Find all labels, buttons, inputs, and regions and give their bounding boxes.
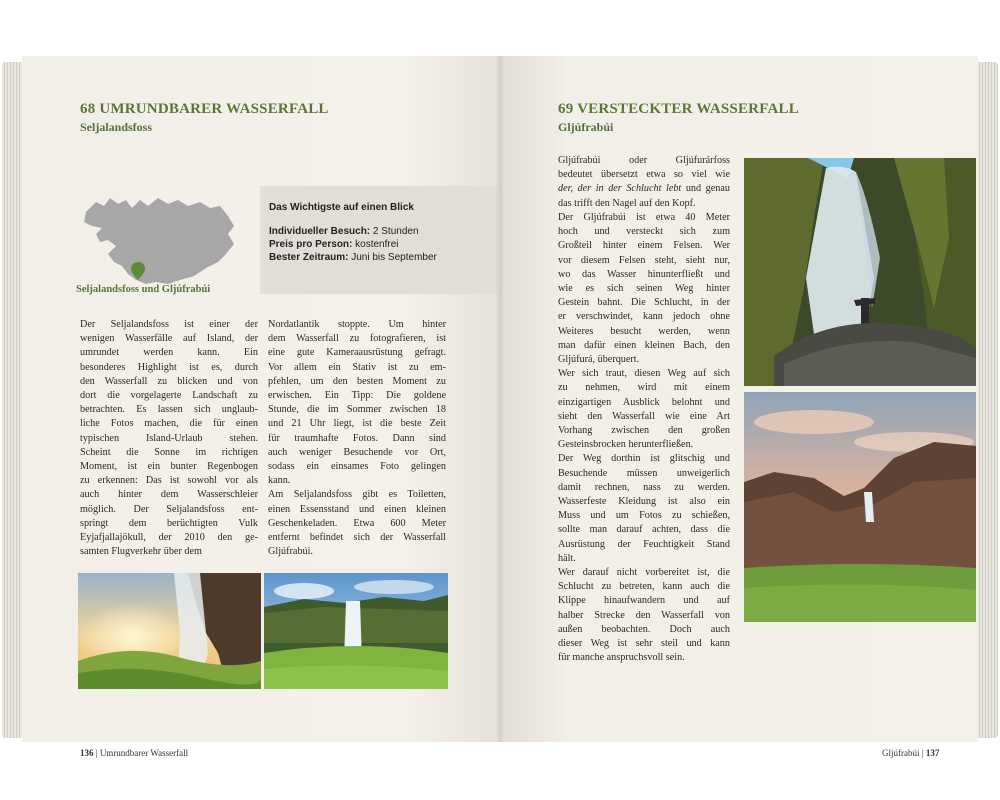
text-line: auch hinter dem Wasserschleier [80,489,258,501]
text-line: Besuchende müssen unweigerlich [558,467,730,479]
text-line: einzigartigen Ausblick belohnt und [558,396,730,408]
text-line [558,182,730,196]
text-line: wo das Wasser hinunterfließt und [558,268,730,280]
page-footer-left [80,748,188,758]
info-label: Individueller Besuch: [269,226,371,237]
photo-seljalandsfoss-green [264,573,448,689]
right-page [500,56,978,758]
text-line: den Wasserfall zu blicken und von [80,375,258,387]
text-line: erwischen. Ein Tipp: Die goldene [268,390,446,402]
text-line: besonderes Highlight ist es, durch [80,361,258,373]
text-line: umrundet werden kann. Ein [80,347,258,359]
body-column-1 [80,318,258,559]
page-edges-right [976,62,998,738]
page-number: 136 [80,748,94,758]
text-line: dem Wasserfall zu fotografieren, ist [268,333,446,345]
text-line: springt dem berüchtigten Vulk [80,517,258,529]
text-line: er verschwindet, kann jedoch ohne [558,311,730,323]
text-line: pfehlen, um den besten Moment zu [268,375,446,387]
text-line: Der Gljúfrabúi ist etwa 40 Meter [558,212,730,223]
text-line: sieht den Wasserfall wie eine Art [558,410,730,422]
text-line: zu erkennen: Das ist sowohl vor als [80,475,258,487]
text-line: Gljúfurá, überquert. [558,354,640,366]
photo-gljufrabui-canyon [744,158,976,386]
text-line: eine gute Kameraausrüstung gefragt. [268,347,446,359]
book-gutter [496,56,504,742]
text-line: einen Essensstand und einen kleinen [268,503,446,515]
word: Gljúfrabúi [558,155,601,166]
text-line: halber Strecke den Wasserfall von [558,609,730,621]
text-line: Der Seljalandsfoss ist einer der [80,319,258,330]
body-column-main [558,211,730,666]
text-line: Gesteinsbrocken herunterfließen. [558,439,694,451]
text-line: Am Seljalandsfoss gibt es Toiletten, [268,489,446,501]
body-column-intro [558,154,730,211]
text-line: Geschenkeladen. Etwa 600 Meter [268,517,446,529]
text-line: Wasserfeste Kleidung ist also ein [558,496,730,508]
chapter-title: 68 UMRUNDBARER WASSERFALL [80,101,329,117]
info-value: Juni bis September [351,252,437,263]
info-row-visit [269,226,419,237]
text-line: vor diesem Felsen steht, sieht nur, [558,254,730,266]
page-number: 137 [925,748,940,758]
text-line: typischen Island-Urlaub stehen. [80,432,258,444]
text-line: Schlucht zu betreten, kann auch die [558,581,730,593]
info-label: Preis pro Person: [269,239,353,250]
info-label: Bester Zeitraum: [269,252,349,263]
text-line: Gestein bahnt. Die Schlucht, in der [558,297,730,309]
info-value: 2 Stunden [372,226,419,237]
page-footer-right [882,748,939,758]
text-line: sollte man darauf achten, dass die [558,524,730,536]
text-line: Muss und um Fotos zu schießen, [558,510,730,522]
text-line: Vor allem ein Stativ ist zu em- [268,361,446,373]
text-line: Klippe hinaufwandern und auf [558,595,730,607]
text-line: entfernt befindet sich der Wasserfall [268,532,446,544]
chapter-subtitle: Gljúfrabúi [558,120,614,134]
text-line: zu nehmen, wird mit einem [558,382,730,394]
text-line: kann. [268,475,291,487]
text-line: möglich. Der Seljalandsfoss ent- [80,503,258,515]
text-line: das trifft den Nagel auf den Kopf. [558,197,696,209]
text-line: Moment, ist ein bunter Regenbogen [80,461,258,473]
body-column-2 [268,318,446,559]
text-line: auch weniger Besuchende vor Ort, [268,446,446,458]
text-line: sodass ein einsames Foto gelingen [268,461,446,473]
word: oder [629,155,648,166]
page-edges-left [2,62,24,738]
text-line: Scheint die Sonne im richtigen [80,446,258,458]
left-page [22,56,500,758]
text-line: Wer darauf nicht vorbereitet ist, die [558,567,730,579]
text-line: Wer sich traut, diesen Weg auf sich [558,368,730,380]
info-box-heading: Das Wichtigste auf einen Blick [269,202,414,213]
text-line: damit rechnen, nass zu werden. [558,481,730,493]
text-line: wenigen Wasserfälle auf Island, der [80,333,258,345]
text-line: für traumhafte Fotos. Dann sind [268,432,446,444]
text-line: bedeutet übersetzt etwa so viel wie [558,169,730,181]
text-line: Der Weg dorthin ist glitschig und [558,453,730,465]
info-row-season [269,252,437,263]
info-box [260,186,498,294]
photo-gljufrabui-exterior [744,392,976,622]
text-line: hält. [558,552,576,564]
text-line: betrachten. Es lassen sich unglaub- [80,404,258,416]
text-line: wie es sich seinen Weg hinter [558,283,730,295]
text-span: und genau [681,183,731,195]
footer-separator: | [921,748,924,758]
footer-label: Umrundbarer Wasserfall [99,748,189,758]
iceland-map-icon [78,192,240,288]
text-line: dort die vorgelagerte Landschaft zu [80,390,258,402]
footer-separator: | [95,748,98,758]
text-line: Nordatlantik stoppte. Um hinter [268,319,446,330]
map-caption: Seljalandsfoss und Gljúfrabúi [76,284,211,295]
text-line: und 21 Uhr liegt, ist die beste Zeit [268,418,446,430]
text-line: man dafür einen kleinen Bach, den [558,339,730,351]
word: Gljúfurárfoss [675,155,730,166]
text-line: außen beobachten. Doch auch [558,623,730,635]
text-line: Vorhang zwischen den großen [558,425,730,437]
text-line: für manche anspruchsvoll sein. [558,652,685,664]
chapter-subtitle: Seljalandsfoss [80,120,153,134]
text-line [558,154,730,168]
photo-seljalandsfoss-sunset [78,573,261,689]
text-line: Großteil hinter einem Felsen. Wer [558,240,730,252]
italic-translation: der, der in der Schlucht lebt [558,183,682,195]
text-line: Ausrüstung der Feuchtigkeit Stand [558,538,730,550]
text-line: Weiteres besucht werden, wenn [558,325,730,337]
text-line: Gljúfrabúi. [268,546,313,558]
footer-label: Gljúfrabúi [882,748,920,758]
text-line: samten Flugverkehr über dem [80,546,202,558]
text-line: liche Fotos machen, die für einen [80,418,258,430]
chapter-title: 69 VERSTECKTER WASSERFALL [558,101,799,117]
text-line: hoch und versteckt sich zum [558,226,730,238]
info-value: kostenfrei [355,239,399,250]
text-line: Eyjafjallajökull, der 2010 den ge- [80,532,258,544]
info-row-price [269,239,399,250]
text-line: Stunde, die im Sommer zwischen 18 [268,404,446,416]
text-line: dieser Weg ist sehr steil und kann [558,638,730,650]
